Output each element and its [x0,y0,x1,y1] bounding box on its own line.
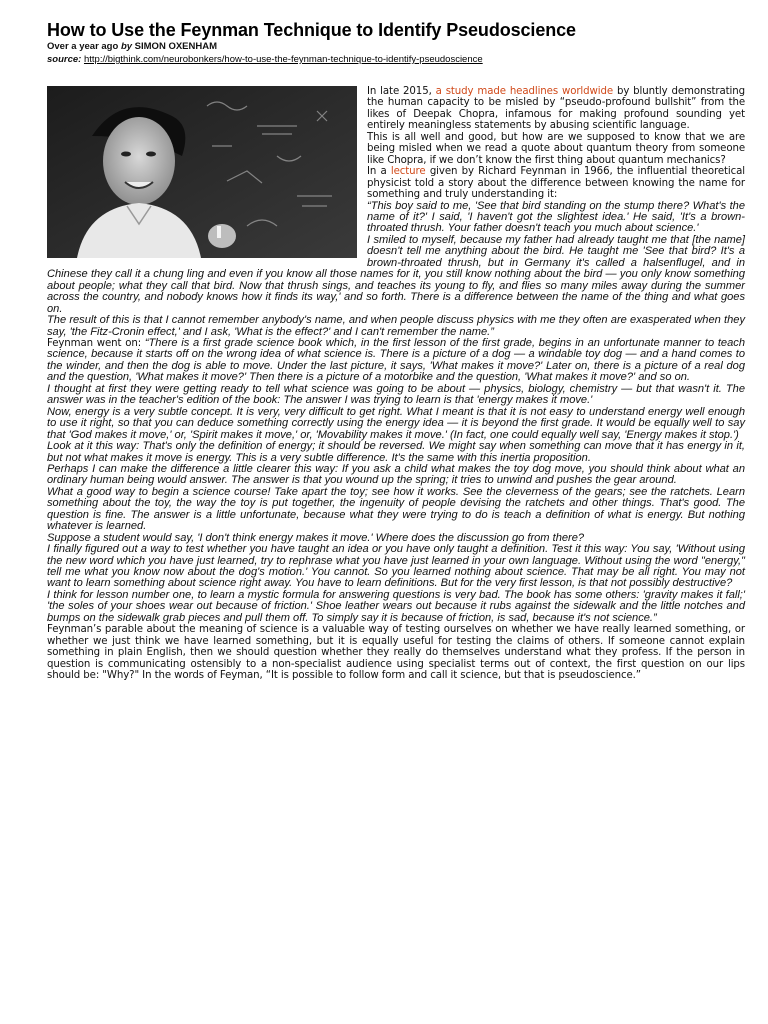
quote-paragraph: Now, energy is a very subtle concept. It is very, very difficult to get right. What I meant is that it is not easy to understand energy well enough to use it right, so that you can deduce something correctly using the energy idea — it is beyond the first grade. It would be equally well to say that 'God makes it move,' or, 'Spirit makes it move,' or, 'Movability makes it move.' (In fact, one could equally well say, 'Energy makes it stop.') [47,405,745,441]
byline-time: Over a year ago [47,41,119,52]
quote-paragraph: Perhaps I can make the difference a little clearer this way: If you ask a child what makes the toy dog move, you should think about what an ordinary human being would answer. The answer is that you wound up the spring; it tries to unwind and pushes the gear around. [47,462,745,487]
quote-paragraph: “This boy said to me, 'See that bird standing on the stump there? What's the name of it?' I said, 'I haven't got the slightest idea.' He said, 'It's a brown-throated thrush. Your father doesn't teach you much about science.' [367,199,745,235]
photo-spacer [47,86,367,267]
paragraph-question: This is all well and good, but how are we supposed to know that we are being misled when we read a quote about quantum theory from someone like Chopra, if we don’t know the first thing about quantum mechanics? [367,131,745,166]
quote-paragraph: I thought at first they were getting ready to tell what science was going to be about — physics, biology, chemistry — but that wasn't it. The answer was in the teacher's edition of the book: The answer I was trying to learn is that 'energy makes it move.' [47,382,745,407]
quote-text: “There is a first grade science book which, in the first lesson of the first grade, begins in an unfortunate manner to teach science, because it starts off on the wrong idea of what science is. There is a picture of a dog — a windable toy dog — and a hand comes to the winder, and then the dog is able to move. Under the last picture, it says, 'What makes it move?' Later on, there is a picture of a real dog and the question, 'What makes it move?' Then there is a picture of a motorbike and the question, 'What makes it move?' and so on. [47,336,745,384]
quote-paragraph: I think for lesson number one, to learn a mystic formula for answering questions is very bad. The book has some others: 'gravity makes it fall;' 'the soles of your shoes wear out because of friction.' Shoe leather wears out because it rubs against the sidewalk and the little notches and bumps on the sidewalk grab pieces and pull them off. To simply say it is because of friction, is sad, because it's not science.” [47,588,745,624]
lecture-text-end: given by Richard Feynman in 1966, the influential theoretical physicist told a story about the difference between knowing the name for something and truly understanding it: [367,166,745,201]
lecture-text-start: In a [367,166,391,178]
byline-by: by [120,41,133,52]
article-title: How to Use the Feynman Technique to Identify Pseudoscience [47,20,576,40]
byline [47,41,217,52]
quote-paragraph: I smiled to myself, because my father had already taught me that [the name] doesn't tell me anything about the bird. He taught me 'See that bird? It's a brown-throated thrush, but in Germany it's called a halsenflugel, and in Chinese they call it a chung ling and even if you know all those names for it, you still know nothing about the bird — you only know something about people; what they call that bird. Now that thrush sings, and teaches its young to fly, and flies so many miles away during the summer across the country, and nobody knows how it finds its way,' and so forth. There is a difference between the name of the thing and what goes on. [47,233,745,315]
article-body [47,86,745,682]
source-line [47,54,483,65]
quote-paragraph: Look at it this way: That's only the definition of energy; it should be reversed. We might say when something can move that it has energy in it, but not what makes it move is energy. This is a very subtle difference. It's the same with this inertia proposition. [47,440,745,464]
paragraph-conclusion: Feynman’s parable about the meaning of science is a valuable way of testing ourselves on whether we have really learned something, or whether we just think we have learned something, but it is equally useful for testing the claims of others. If someone cannot explain something in plain English, then we should question whether they really do themselves understand what they profess. If the person in question is communicating ostensibly to a non-specialist audience using specialist terms out of context, the first question on our lips should be: "Why?" In the words of Feyman, “It is possible to follow form and call it science, but that is pseudoscience.” [47,624,745,682]
source-link[interactable]: http://bigthink.com/neurobonkers/how-to-use-the-feynman-technique-to-identify-pseudoscience [83,54,483,65]
quote-paragraph: I finally figured out a way to test whether you have taught an idea or you have only taught a definition. Test it this way: You say, 'Without using the new word which you have just learned, try to rephrase what you have just learned in your own language. Without using the word "energy," tell me what you know now about the dog's motion.' You cannot. So you learned nothing about science. That may be all right. You may not want to learn something about science right away. You have to learn definitions. But for the very first lesson, is that not possibly destructive? [47,543,745,590]
quote-paragraph: The result of this is that I cannot remember anybody's name, and when people discuss physics with me they often are exasperated when they say, 'the Fitz-Cronin effect,' and I ask, 'What is the effect?' and I can't remember the name.” [47,314,745,338]
feynman-went-on: Feynman went on: [47,337,145,349]
intro-text-start: In late 2015, [367,86,436,97]
lecture-link[interactable]: lecture [390,166,426,178]
quote-paragraph [47,338,745,384]
byline-author: SIMON OXENHAM [134,41,218,52]
study-headlines-link[interactable]: a study made headlines worldwide [435,86,614,97]
quote-paragraph: What a good way to begin a science course! Take apart the toy; see how it works. See the cleverness of the gears; see the ratchets. Learn something about the toy, the way the toy is put together, the ingenuity of people devising the ratchets and other things. That's good. The question is fine. The answer is a little unfortunate, because what they were trying to do is teach a definition of what is energy. But nothing whatever is learned. [47,485,745,533]
intro-text-end: by bluntly demonstrating the human capacity to be misled by “pseudo-profound bullshit” from the likes of Deepak Chopra, infamous for making profound sounding yet entirely meaningless statements by abusing scientific language. [367,86,745,132]
source-label: source: [47,54,82,65]
quote-paragraph: Suppose a student would say, 'I don't think energy makes it move.' Where does the discussion go from there? [47,531,585,544]
